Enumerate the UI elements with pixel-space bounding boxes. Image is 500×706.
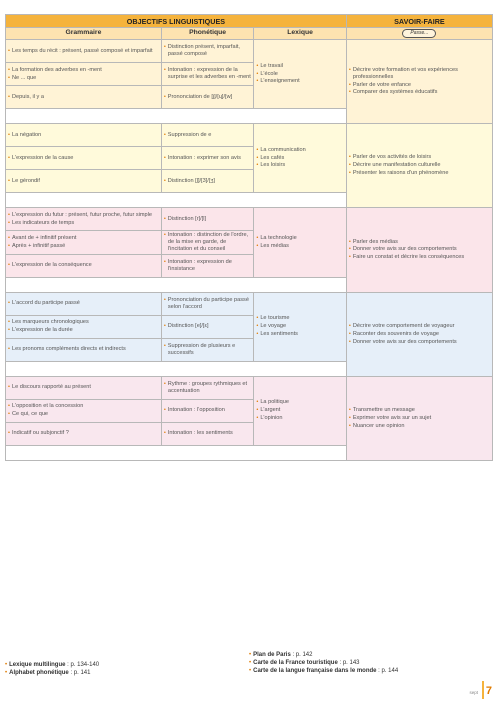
phonetique-item xyxy=(164,430,252,437)
phonetique-item-text: Prononciation du participe passé selon l'accord xyxy=(167,296,249,310)
grammaire-item-text: L'accord du participe passé xyxy=(11,300,80,307)
grammaire-item xyxy=(8,178,159,185)
bullet-icon: • xyxy=(256,162,259,169)
grammaire-item xyxy=(8,243,159,250)
grammaire-cell xyxy=(6,208,162,231)
bullet-icon: • xyxy=(348,246,351,253)
grammaire-cell xyxy=(6,254,162,277)
grammaire-item xyxy=(8,262,159,269)
grammaire-cell xyxy=(6,338,162,361)
savoir-faire-item-text: Parler de votre enfance xyxy=(352,81,411,88)
grammaire-cell xyxy=(6,40,162,63)
grammaire-item-text: L'expression de la durée xyxy=(11,327,73,334)
savoir-faire-item-text: Décrire votre comportement de voyageur xyxy=(352,322,455,329)
lexique-item xyxy=(256,162,344,169)
bullet-icon: • xyxy=(348,330,351,337)
phonetique-cell xyxy=(161,86,254,109)
footer-left xyxy=(5,662,99,678)
footer-link-carte-langue[interactable]: • Carte de la langue française dans le monde : p. 144 xyxy=(249,668,399,674)
phonetique-item-text: Distinction présent, imparfait, passé composé xyxy=(167,44,240,57)
grammaire-cell xyxy=(6,147,162,170)
grammaire-item-text: Le discours rapporté au présent xyxy=(11,384,91,391)
phonetique-cell xyxy=(161,376,254,399)
lexique-item-text: La technologie xyxy=(260,234,297,241)
savoir-faire-cell xyxy=(346,292,492,376)
phonetique-cell xyxy=(161,63,254,86)
savoir-faire-item xyxy=(349,162,490,169)
bullet-icon: • xyxy=(256,146,259,153)
grammaire-item-text: L'expression de la cause xyxy=(11,154,74,161)
bullet-icon: • xyxy=(163,342,166,349)
savoir-faire-item-text: Parler de vos activités de loisirs xyxy=(352,154,432,161)
savoir-faire-item-text: Parler des médias xyxy=(352,238,398,245)
bullet-icon: • xyxy=(256,331,259,338)
grammaire-cell xyxy=(6,315,162,338)
footer-link-plan-paris[interactable]: • Plan de Paris : p. 142 xyxy=(249,652,313,658)
bullet-icon: • xyxy=(163,67,166,74)
bullet-icon: • xyxy=(256,70,259,77)
bullet-icon: • xyxy=(163,232,166,238)
phonetique-item-text: Intonation : expression de la surprise et les adverbes en -ment xyxy=(167,67,251,80)
grammaire-item-text: L'expression de la conséquence xyxy=(11,262,92,269)
grammaire-cell xyxy=(6,292,162,315)
savoir-faire-header: SAVOIR-FAIRE xyxy=(346,15,492,28)
savoir-faire-item-text: Décrire votre formation et vos expériences professionnelles xyxy=(352,66,458,80)
unit-3-row xyxy=(6,208,493,231)
phonetique-item xyxy=(164,216,252,223)
bullet-icon: • xyxy=(8,403,10,410)
bullet-icon: • xyxy=(8,430,10,437)
spacer-cell xyxy=(6,361,347,376)
unit-5-row xyxy=(6,376,493,399)
lexique-cell xyxy=(254,124,347,193)
grammaire-item xyxy=(8,48,159,55)
phonetique-cell xyxy=(161,338,254,361)
grammaire-cell xyxy=(6,231,162,255)
savoir-faire-subheader xyxy=(346,28,492,40)
phonetique-item-text: Distinction [ʃ]/[3]/[ʒ] xyxy=(167,177,215,184)
savoir-faire-item-text: Présenter les raisons d'un phénomène xyxy=(352,169,449,176)
grammaire-item-text: Les temps du récit : présent, passé composé et imparfait xyxy=(11,47,153,54)
bullet-icon: • xyxy=(163,258,166,265)
phonetique-item-text: Intonation : distinction de l'ordre, de la mise en garde, de l'incitation et du conseil xyxy=(167,232,249,252)
savoir-faire-item-text: Transmettre un message xyxy=(352,406,415,413)
grammaire-item-text: Indicatif ou subjonctif ? xyxy=(11,430,69,437)
lexique-item xyxy=(256,243,344,250)
grammaire-item xyxy=(8,430,159,437)
grammaire-item xyxy=(8,220,159,227)
bullet-icon: • xyxy=(256,399,259,406)
bullet-icon: • xyxy=(163,177,166,184)
phonetique-item-text: Suppression de e xyxy=(167,131,212,138)
grammaire-item xyxy=(8,411,159,418)
bullet-icon: • xyxy=(348,338,351,345)
lexique-item xyxy=(256,71,344,78)
savoir-faire-item-text: Faire un constat et décrire les conséquences xyxy=(352,254,465,261)
footer-right xyxy=(249,652,398,676)
bullet-icon: • xyxy=(8,234,10,241)
phonetique-item xyxy=(164,178,252,185)
bullet-icon: • xyxy=(8,47,10,54)
phonetique-item xyxy=(164,132,252,139)
objectives-body xyxy=(6,40,493,461)
phonetique-item xyxy=(164,407,252,414)
phonetique-item xyxy=(164,323,252,330)
lexique-item xyxy=(256,407,344,414)
grammaire-item-text: Avant de + infinitif présent xyxy=(11,234,77,241)
bullet-icon: • xyxy=(256,315,259,322)
grammaire-item xyxy=(8,346,159,353)
phonetique-item xyxy=(164,297,252,311)
bullet-icon: • xyxy=(348,254,351,261)
bullet-icon: • xyxy=(348,422,351,429)
savoir-faire-item-text: Donner votre avis sur des comportements xyxy=(352,338,457,345)
grammaire-item-text: Les pronoms compléments directs et indirects xyxy=(11,346,126,353)
lexique-item-text: L'école xyxy=(260,70,278,77)
savoir-faire-item xyxy=(349,154,490,161)
phonetique-item-text: Intonation : exprimer son avis xyxy=(167,154,241,161)
bullet-icon: • xyxy=(256,78,259,85)
lexique-item-text: L'enseignement xyxy=(260,78,300,85)
bullet-icon: • xyxy=(8,242,10,249)
lexique-item-text: Le voyage xyxy=(260,323,287,330)
savoir-faire-item xyxy=(349,67,490,81)
grammaire-item-text: La formation des adverbes en -ment xyxy=(11,66,102,73)
lexique-item-text: Le tourisme xyxy=(260,315,290,322)
grammaire-item-text: Ce qui, ce que xyxy=(11,411,49,418)
phonetique-cell xyxy=(161,315,254,338)
grammaire-cell xyxy=(6,124,162,147)
phonetique-item-text: Prononciation de [j]/[ɥ]/[w] xyxy=(167,93,233,100)
phonetique-item-text: Intonation : l'opposition xyxy=(167,407,225,414)
grammaire-item xyxy=(8,319,159,326)
bullet-icon: • xyxy=(8,154,10,161)
bullet-icon: • xyxy=(163,323,166,330)
lexique-item xyxy=(256,155,344,162)
lexique-item xyxy=(256,147,344,154)
lexique-item-text: Les sentiments xyxy=(260,331,298,338)
bullet-icon: • xyxy=(163,93,166,100)
grammaire-item xyxy=(8,94,159,101)
grammaire-item-text: Ne ... que xyxy=(11,74,37,81)
grammaire-item xyxy=(8,384,159,391)
grammaire-item xyxy=(8,212,159,219)
footer-link-alphabet[interactable]: • Alphabet phonétique : p. 141 xyxy=(5,670,91,676)
bullet-icon: • xyxy=(256,234,259,241)
bullet-icon: • xyxy=(348,81,351,88)
bullet-icon: • xyxy=(348,238,351,245)
bullet-icon: • xyxy=(8,177,10,184)
phonetique-item xyxy=(164,155,252,162)
lexique-item xyxy=(256,415,344,422)
lexique-item xyxy=(256,235,344,242)
phonetique-item-text: Rythme : groupes rythmiques et accentuation xyxy=(167,380,248,394)
phonetique-cell xyxy=(161,399,254,422)
unit-4-row xyxy=(6,292,493,315)
bullet-icon: • xyxy=(8,131,10,138)
lexique-cell xyxy=(254,376,347,445)
lexique-item xyxy=(256,323,344,330)
bullet-icon: • xyxy=(8,300,10,307)
savoir-faire-item-text: Exprimer votre avis sur un sujet xyxy=(352,414,432,421)
phonetique-item xyxy=(164,67,252,81)
bullet-icon: • xyxy=(8,346,10,353)
lexique-item-text: Les médias xyxy=(260,242,289,249)
lexique-item-text: L'argent xyxy=(260,407,281,414)
grammaire-cell xyxy=(6,422,162,445)
savoir-faire-item-text: Décrire une manifestation culturelle xyxy=(352,162,441,168)
savoir-faire-item xyxy=(349,415,490,422)
grammaire-item-text: Après + infinitif passé xyxy=(11,242,66,249)
bullet-icon: • xyxy=(348,414,351,421)
grammaire-header: Grammaire xyxy=(6,28,162,40)
bullet-icon: • xyxy=(256,323,259,330)
phonetique-item xyxy=(164,94,252,101)
bullet-icon: • xyxy=(8,211,10,218)
bullet-icon: • xyxy=(163,430,166,437)
lexique-item xyxy=(256,63,344,70)
phonetique-item-text: Intonation : expression de l'insistance xyxy=(167,258,232,272)
bullet-icon: • xyxy=(163,407,166,414)
savoir-faire-item xyxy=(349,254,490,261)
page-number-bar xyxy=(482,681,484,699)
grammaire-cell xyxy=(6,376,162,399)
grammaire-item-text: L'expression du futur : présent, futur proche, futur simple xyxy=(11,211,153,218)
footer-link-lexique[interactable]: • Lexique multilingue : p. 134-140 xyxy=(5,662,100,668)
bullet-icon: • xyxy=(256,242,259,249)
bullet-icon: • xyxy=(8,93,10,100)
grammaire-item xyxy=(8,75,159,82)
grammaire-item xyxy=(8,67,159,74)
grammaire-item-text: Depuis, il y a xyxy=(11,93,44,100)
savoir-faire-item-text: Raconter des souvenirs de voyage xyxy=(352,330,439,337)
phonetique-item xyxy=(164,343,252,357)
savoir-faire-item xyxy=(349,89,490,96)
savoir-faire-cell xyxy=(346,376,492,460)
phonetique-cell xyxy=(161,40,254,63)
lexique-cell xyxy=(254,208,347,278)
phonetique-cell xyxy=(161,124,254,147)
savoir-faire-item xyxy=(349,331,490,338)
spacer-cell xyxy=(6,445,347,460)
lexique-item-text: La politique xyxy=(260,399,289,406)
grammaire-cell xyxy=(6,86,162,109)
bullet-icon: • xyxy=(163,44,166,51)
lexique-item-text: Les loisirs xyxy=(260,162,286,169)
bullet-icon: • xyxy=(8,319,10,326)
bullet-icon: • xyxy=(348,66,351,73)
bullet-icon: • xyxy=(8,384,10,391)
lexique-item-text: Les cafés xyxy=(260,154,285,161)
savoir-faire-item xyxy=(349,170,490,177)
grammaire-item xyxy=(8,132,159,139)
savoir-faire-cell xyxy=(346,124,492,208)
unit-2-row xyxy=(6,124,493,147)
savoir-faire-item-text: Nuancer une opinion xyxy=(352,422,405,429)
grammaire-item xyxy=(8,327,159,334)
phonetique-item-text: Intonation : les sentiments xyxy=(167,430,233,437)
grammaire-item xyxy=(8,235,159,242)
bullet-icon: • xyxy=(348,322,351,329)
savoir-faire-item-text: Donner votre avis sur des comportements xyxy=(352,246,457,253)
lexique-item xyxy=(256,78,344,85)
phonetique-item-text: Suppression de plusieurs e successifs xyxy=(167,342,236,356)
lexique-item-text: La communication xyxy=(260,146,306,153)
footer-link-carte-france[interactable]: • Carte de la France touristique : p. 143 xyxy=(249,660,360,666)
phonetique-cell xyxy=(161,170,254,193)
bullet-icon: • xyxy=(256,62,259,69)
bullet-icon: • xyxy=(8,262,10,269)
bullet-icon: • xyxy=(163,131,166,138)
bullet-icon: • xyxy=(8,327,10,334)
spacer-cell xyxy=(6,109,347,124)
phonetique-item-text: Distinction [r]/[l] xyxy=(167,215,207,222)
grammaire-cell xyxy=(6,63,162,86)
bullet-icon: • xyxy=(256,407,259,414)
bullet-icon: • xyxy=(8,411,10,418)
grammaire-item-text: L'opposition et la concession xyxy=(11,403,84,410)
phonetique-item xyxy=(164,381,252,395)
page-number: 7 xyxy=(485,685,492,697)
bullet-icon: • xyxy=(8,74,10,81)
grammaire-item-text: La négation xyxy=(11,131,42,138)
lexique-item-text: Le travail xyxy=(260,62,284,69)
lexique-cell xyxy=(254,40,347,109)
bullet-icon: • xyxy=(163,215,166,222)
bullet-icon: • xyxy=(163,380,166,387)
savoir-faire-item xyxy=(349,423,490,430)
phonetique-cell xyxy=(161,147,254,170)
bullet-icon: • xyxy=(256,154,259,161)
savoir-faire-cell xyxy=(346,40,492,124)
grammaire-item-text: Le gérondif xyxy=(11,177,40,184)
passe-pill: Passe... xyxy=(402,29,436,37)
unit-1-row xyxy=(6,40,493,63)
page-label: sept xyxy=(469,690,478,695)
lexique-header: Lexique xyxy=(254,28,347,40)
phonetique-item-text: Distinction [e]/[ε] xyxy=(167,323,209,330)
grammaire-cell xyxy=(6,170,162,193)
bullet-icon: • xyxy=(8,219,10,226)
bullet-icon: • xyxy=(348,162,351,168)
lexique-cell xyxy=(254,292,347,361)
bullet-icon: • xyxy=(163,296,166,303)
grammaire-item xyxy=(8,155,159,162)
phonetique-header: Phonétique xyxy=(161,28,254,40)
phonetique-cell xyxy=(161,422,254,445)
savoir-faire-item xyxy=(349,323,490,330)
bullet-icon: • xyxy=(163,154,166,161)
savoir-faire-item xyxy=(349,407,490,414)
savoir-faire-item-text: Comparer des systèmes éducatifs xyxy=(352,89,438,96)
phonetique-cell xyxy=(161,292,254,315)
savoir-faire-item xyxy=(349,82,490,89)
spacer-cell xyxy=(6,193,347,208)
savoir-faire-item xyxy=(349,339,490,346)
lexique-item xyxy=(256,315,344,322)
bullet-icon: • xyxy=(256,415,259,422)
grammaire-item-text: Les indicateurs de temps xyxy=(11,219,75,226)
grammaire-item-text: Les marqueurs chronologiques xyxy=(11,319,89,326)
lexique-item xyxy=(256,399,344,406)
savoir-faire-item xyxy=(349,246,490,253)
phonetique-item xyxy=(164,232,252,253)
savoir-faire-item xyxy=(349,239,490,246)
objectives-header: OBJECTIFS LINGUISTIQUES xyxy=(6,15,347,28)
bullet-icon: • xyxy=(348,154,351,161)
grammaire-item xyxy=(8,300,159,307)
spacer-cell xyxy=(6,277,347,292)
lexique-item xyxy=(256,331,344,338)
grammaire-cell xyxy=(6,399,162,422)
grammaire-item xyxy=(8,403,159,410)
bullet-icon: • xyxy=(348,406,351,413)
bullet-icon: • xyxy=(8,66,10,73)
phonetique-cell xyxy=(161,208,254,231)
lexique-item-text: L'opinion xyxy=(260,415,283,422)
bullet-icon: • xyxy=(348,169,351,176)
phonetique-cell xyxy=(161,231,254,255)
bullet-icon: • xyxy=(348,89,351,96)
phonetique-item xyxy=(164,44,252,58)
phonetique-cell xyxy=(161,254,254,277)
savoir-faire-cell xyxy=(346,208,492,293)
phonetique-item xyxy=(164,259,252,273)
objectives-table xyxy=(5,14,493,461)
objectives-table-container xyxy=(5,14,493,461)
